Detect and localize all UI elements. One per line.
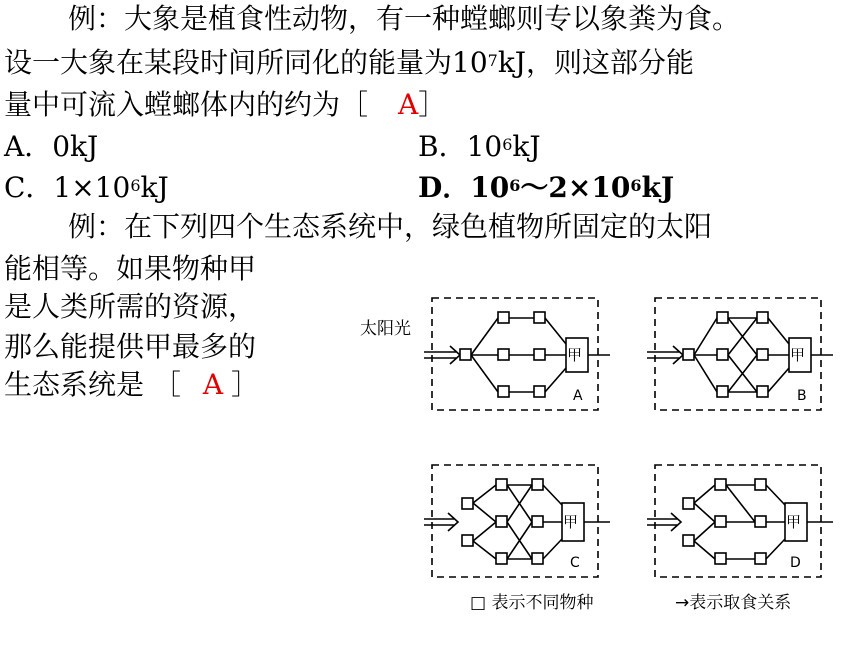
q1-option-d-exponent-1: 6 — [509, 176, 521, 195]
q1-option-a: A．0kJ — [4, 130, 99, 163]
q1-option-c-prefix: C．1×10 — [4, 171, 131, 204]
panel-letter-c: C — [570, 555, 580, 571]
q1-line3-end: ］ — [418, 88, 447, 121]
species-jia-label-b: 甲 — [790, 346, 806, 364]
q1-option-d-suffix: kJ — [641, 171, 675, 204]
q1-line2-prefix: 设一大象在某段时间所同化的能量为10 — [4, 46, 488, 79]
q2-line4: 那么能提供甲最多的 — [4, 330, 257, 363]
q1-option-d-exponent-2: 6 — [630, 176, 642, 195]
legend-feeding: →表示取食关系 — [675, 593, 792, 613]
q2-line5-text: 生态系统是 ［ — [4, 368, 181, 401]
q1-option-d-prefix: D．10 — [418, 171, 510, 204]
species-jia-label-a: 甲 — [567, 346, 583, 364]
q1-option-b-exponent: 6 — [502, 135, 513, 154]
q1-line2-suffix: kJ，则这部分能 — [497, 46, 695, 79]
q2-answer: A — [202, 368, 224, 401]
q1-option-c-exponent: 6 — [130, 176, 141, 195]
q1-line3-text: 量中可流入螳螂体内的约为［ — [4, 88, 369, 121]
panel-letter-b: B — [797, 388, 807, 404]
panel-letter-d: D — [790, 555, 801, 571]
q1-option-b-suffix: kJ — [512, 130, 541, 163]
sunlight-arrow-a — [424, 346, 460, 364]
panel-letter-a: A — [573, 388, 583, 404]
species-jia-label-d: 甲 — [786, 513, 802, 531]
panel-c — [424, 465, 610, 577]
q2-line1: 例：在下列四个生态系统中，绿色植物所固定的太阳 — [68, 210, 713, 243]
q1-option-d-mid: ～2×10 — [520, 171, 631, 204]
species-jia-label-c: 甲 — [563, 513, 579, 531]
q2-line3: 是人类所需的资源， — [4, 290, 257, 323]
q1-option-c-suffix: kJ — [140, 171, 169, 204]
q2-line5-end: ］ — [231, 368, 260, 401]
sunlight-arrow-b — [647, 346, 683, 364]
q1-line2-exponent: 7 — [487, 51, 498, 70]
q1-line1: 例：大象是植食性动物，有一种螳螂则专以象粪为食。 — [68, 2, 741, 35]
legend-species: □ 表示不同物种 — [470, 593, 594, 613]
q2-line2: 能相等。如果物种甲 — [4, 252, 257, 285]
q1-answer: A — [398, 88, 419, 121]
sunlight-label: 太阳光 — [360, 319, 411, 339]
sunlight-arrow-d — [647, 513, 681, 531]
sunlight-arrow-c — [424, 513, 458, 531]
panel-d — [647, 465, 833, 577]
q1-option-b-prefix: B．10 — [418, 130, 503, 163]
